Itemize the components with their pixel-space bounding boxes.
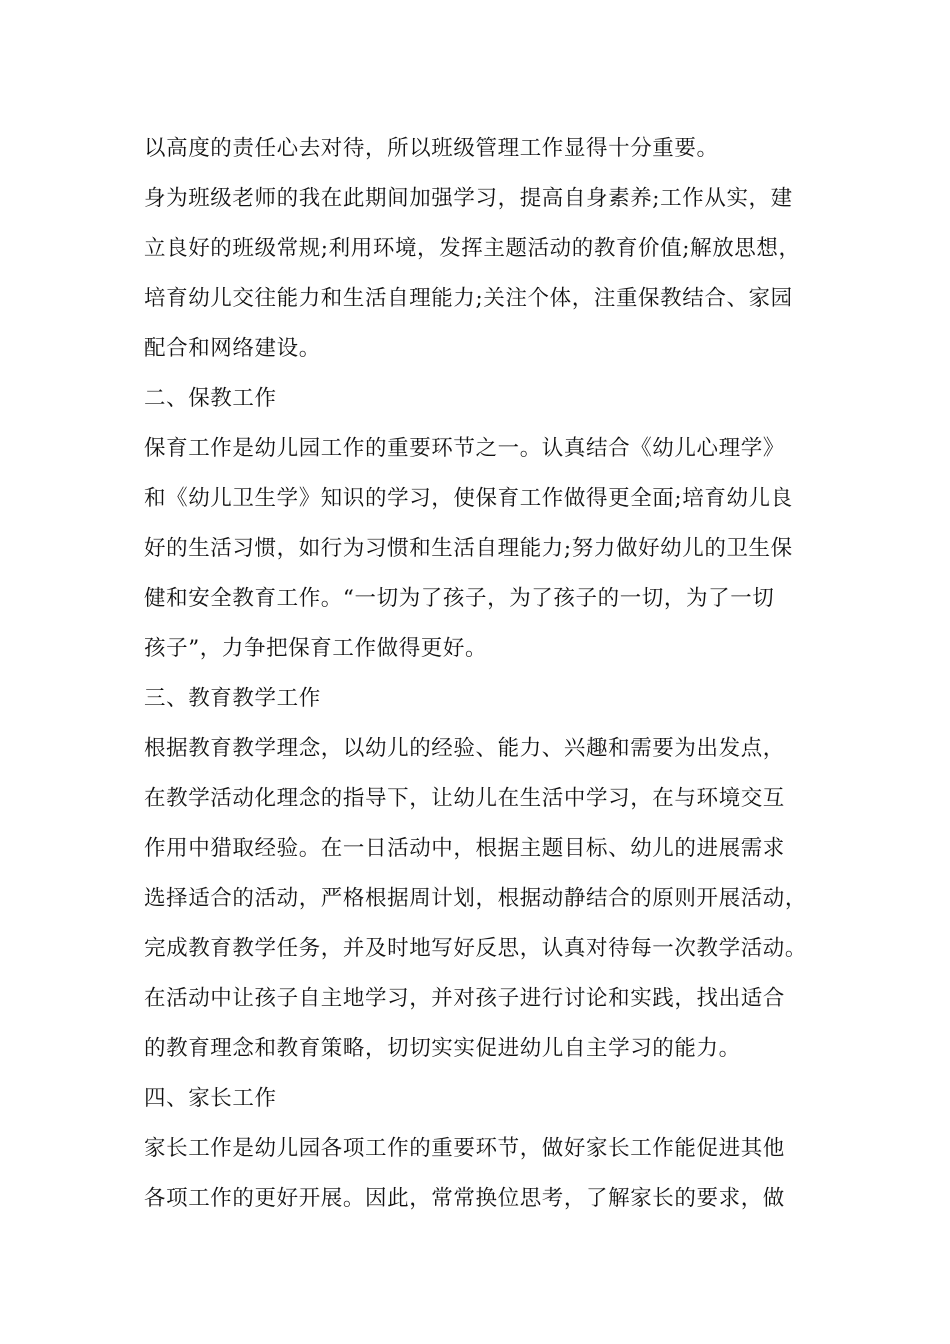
paragraph-line: 培育幼儿交往能力和生活自理能力;关注个体，注重保教结合、家园 xyxy=(144,286,793,311)
paragraph-line: 在活动中让孩子自主地学习，并对孩子进行讨论和实践，找出适合 xyxy=(144,986,785,1011)
paragraph-line: 保育工作是幼儿园工作的重要环节之一。认真结合《幼儿心理学》 xyxy=(144,436,785,461)
paragraph-line: 孩子”，力争把保育工作做得更好。 xyxy=(144,636,488,661)
paragraph-line: 身为班级老师的我在此期间加强学习，提高自身素养;工作从实，建 xyxy=(144,186,793,211)
paragraph-line: 好的生活习惯，如行为习惯和生活自理能力;努力做好幼儿的卫生保 xyxy=(144,536,793,561)
paragraph-line: 选择适合的活动，严格根据周计划，根据动静结合的原则开展活动， xyxy=(144,886,808,911)
paragraph-line: 的教育理念和教育策略，切切实实促进幼儿自主学习的能力。 xyxy=(144,1036,741,1061)
paragraph-line: 配合和网络建设。 xyxy=(144,336,321,361)
section-heading: 四、家长工作 xyxy=(144,1086,277,1111)
paragraph-line: 根据教育教学理念，以幼儿的经验、能力、兴趣和需要为出发点， xyxy=(144,736,785,761)
paragraph-line: 健和安全教育工作。“一切为了孩子，为了孩子的一切，为了一切 xyxy=(144,586,775,611)
paragraph-line: 各项工作的更好开展。因此，常常换位思考，了解家长的要求，做 xyxy=(144,1186,785,1211)
section-heading: 三、教育教学工作 xyxy=(144,686,321,711)
paragraph-line: 完成教育教学任务，并及时地写好反思，认真对待每一次教学活动。 xyxy=(144,936,808,961)
paragraph-line: 作用中猎取经验。在一日活动中，根据主题目标、幼儿的进展需求 xyxy=(144,836,785,861)
paragraph-line: 以高度的责任心去对待，所以班级管理工作显得十分重要。 xyxy=(144,136,719,161)
paragraph-line: 立良好的班级常规;利用环境，发挥主题活动的教育价值;解放思想， xyxy=(144,236,801,261)
section-heading: 二、保教工作 xyxy=(144,386,277,411)
paragraph-line: 和《幼儿卫生学》知识的学习，使保育工作做得更全面;培育幼儿良 xyxy=(144,486,793,511)
paragraph-line: 家长工作是幼儿园各项工作的重要环节，做好家长工作能促进其他 xyxy=(144,1136,785,1161)
paragraph-line: 在教学活动化理念的指导下，让幼儿在生活中学习，在与环境交互 xyxy=(144,786,785,811)
